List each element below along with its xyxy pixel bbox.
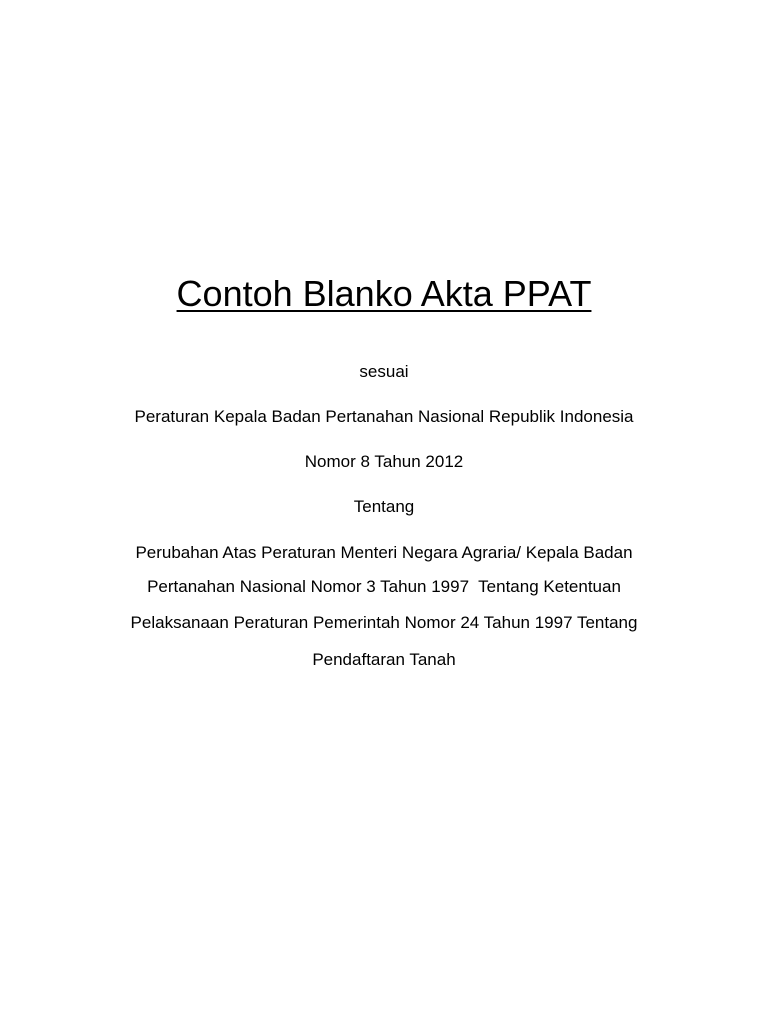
body-line: Pertanahan Nasional Nomor 3 Tahun 1997 Tentang Ketentuan bbox=[147, 577, 621, 596]
document-title-text: Contoh Blanko Akta PPAT bbox=[176, 273, 592, 314]
regulation-number-year: Nomor 8 Tahun 2012 bbox=[304, 452, 464, 471]
document-title bbox=[0, 270, 768, 318]
body-line: Perubahan Atas Peraturan Menteri Negara Agraria/ Kepala Badan bbox=[135, 543, 633, 562]
body-line: Pendaftaran Tanah bbox=[312, 650, 456, 669]
regulation-name: Peraturan Kepala Badan Pertanahan Nasional Republik Indonesia bbox=[134, 407, 634, 426]
about-label: Tentang bbox=[353, 497, 415, 516]
subtitle-sesuai: sesuai bbox=[359, 362, 409, 381]
body-line: Pelaksanaan Peraturan Pemerintah Nomor 24 Tahun 1997 Tentang bbox=[130, 613, 638, 632]
